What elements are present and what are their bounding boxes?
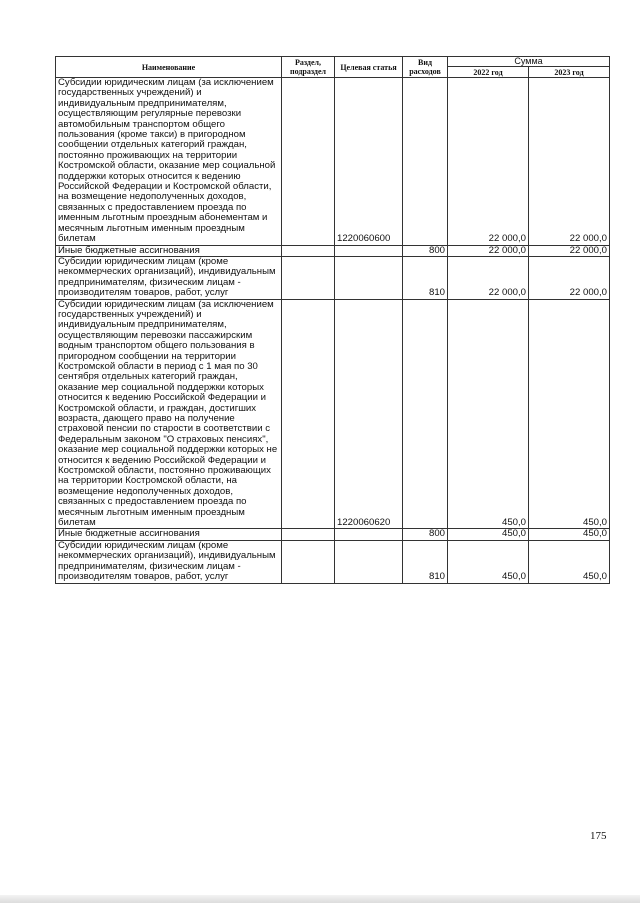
row-sum-2023: 450,0 [529, 540, 610, 583]
table-row [56, 245, 610, 256]
header-kind: Вид расходов [403, 57, 448, 78]
row-sum-2023: 22 000,0 [529, 256, 610, 299]
row-sum-2023: 450,0 [529, 529, 610, 540]
row-name: Субсидии юридическим лицам (кроме некоммерческих организаций), индивидуальным предпринимателям, физическим лицам - производителям товаров, работ, услуг [56, 540, 282, 583]
row-name: Иные бюджетные ассигнования [56, 245, 282, 256]
table-row [56, 299, 610, 529]
row-section [282, 529, 335, 540]
row-section [282, 256, 335, 299]
row-sum-2023: 450,0 [529, 299, 610, 529]
row-target [335, 529, 403, 540]
row-sum-2022: 22 000,0 [448, 256, 529, 299]
row-kind: 800 [403, 245, 448, 256]
row-sum-2022: 22 000,0 [448, 78, 529, 246]
row-kind [403, 299, 448, 529]
row-section [282, 78, 335, 246]
row-kind: 810 [403, 256, 448, 299]
table-row [56, 256, 610, 299]
row-sum-2022: 450,0 [448, 299, 529, 529]
row-name: Субсидии юридическим лицам (за исключением государственных учреждений) и индивидуальным предпринимателям, осуществляющим регулярные перевозки автомобильным транспортом общего пользования (кроме такси) в пригородном сообщении отдельных категорий граждан, постоянно проживающих на территории Костромской области, оказание мер социальной поддержки которых относится к ведению Российской Федерации и Костромской области, на возмещение недополученных доходов, связанных с предоставлением проезда по именным льготным проездным абонементам и месячным льготным именным проездным билетам [56, 78, 282, 246]
header-section: Раздел, подраздел [282, 57, 335, 78]
row-target [335, 540, 403, 583]
row-kind: 800 [403, 529, 448, 540]
row-section [282, 540, 335, 583]
row-sum-2022: 22 000,0 [448, 245, 529, 256]
row-kind: 810 [403, 540, 448, 583]
row-target [335, 256, 403, 299]
header-year-2023: 2023 год [529, 67, 610, 78]
header-sum: Сумма [448, 57, 610, 67]
row-sum-2022: 450,0 [448, 529, 529, 540]
budget-table [55, 56, 610, 584]
page-edge [0, 895, 640, 903]
page-number: 175 [590, 830, 607, 842]
row-sum-2022: 450,0 [448, 540, 529, 583]
table-row [56, 540, 610, 583]
table-row [56, 529, 610, 540]
row-section [282, 299, 335, 529]
row-target [335, 245, 403, 256]
table-row [56, 78, 610, 246]
row-name: Иные бюджетные ассигнования [56, 529, 282, 540]
header-name: Наименование [56, 57, 282, 78]
row-sum-2023: 22 000,0 [529, 78, 610, 246]
row-name: Субсидии юридическим лицам (за исключением государственных учреждений) и индивидуальным предпринимателям, осуществляющим перевозки пассажирским водным транспортом общего пользования в пригородном сообщении на территории Костромской области в период с 1 мая по 30 сентября отдельных категорий граждан, оказание мер социальной поддержки которых относится к ведению Российской Федерации и Костромской области, и граждан, достигших возраста, дающего право на получение страховой пенсии по старости в соответствии с Федеральным законом "О страховых пенсиях", оказание мер социальной поддержки которых не относится к ведению Российской Федерации и Костромской области, постоянно проживающих на территории Костромской области, на возмещение недополученных доходов, связанных с предоставлением проезда по месячным льготным именным проездным билетам [56, 299, 282, 529]
row-section [282, 245, 335, 256]
header-year-2022: 2022 год [448, 67, 529, 78]
header-target: Целевая статья [335, 57, 403, 78]
row-target: 1220060620 [335, 299, 403, 529]
row-target: 1220060600 [335, 78, 403, 246]
row-name: Субсидии юридическим лицам (кроме некоммерческих организаций), индивидуальным предпринимателям, физическим лицам - производителям товаров, работ, услуг [56, 256, 282, 299]
row-sum-2023: 22 000,0 [529, 245, 610, 256]
row-kind [403, 78, 448, 246]
